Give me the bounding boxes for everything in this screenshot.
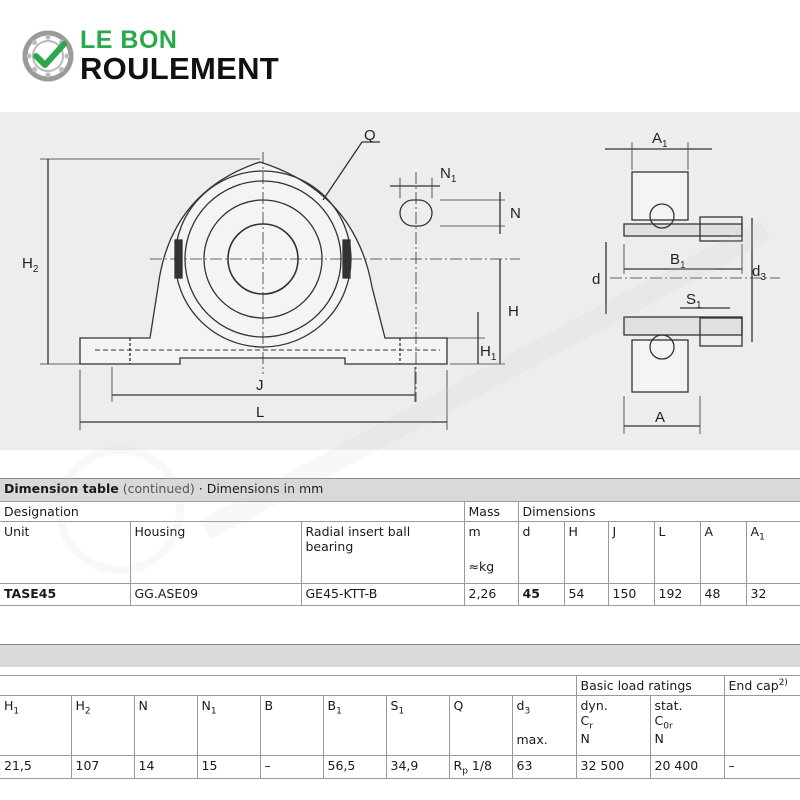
label-b1: $B_1$: [670, 251, 686, 271]
logo-line-1: LE BON: [80, 26, 178, 54]
dimension-table-continued: [0, 644, 800, 779]
header-L: L: [654, 522, 700, 584]
cell-H: 54: [564, 584, 608, 606]
label-h: H: [508, 303, 519, 320]
header-designation: Designation: [0, 502, 464, 522]
section-bar: [0, 645, 800, 668]
header-J: J: [608, 522, 654, 584]
cell-insert: GE45-KTT-B: [301, 584, 464, 606]
header-N1: $N_1$: [197, 695, 260, 755]
label-h1: $H_1$: [480, 343, 497, 363]
label-a1: $A_1$: [652, 130, 668, 150]
cell-Cr: 32 500: [576, 755, 650, 779]
header-stat: stat. $C_{0r}$ N: [650, 695, 724, 755]
cell-B1: 56,5: [323, 755, 386, 779]
header-H1: $H_1$: [0, 695, 71, 755]
header-housing: Housing: [130, 522, 301, 584]
cell-N1: 15: [197, 755, 260, 779]
spacer: [0, 667, 800, 675]
header-A: A: [700, 522, 746, 584]
cell-H1: 21,5: [0, 755, 71, 779]
logo-line-2: ROULEMENT: [80, 51, 280, 86]
header-A1: $A_1$: [746, 522, 800, 584]
header-B: B: [260, 695, 323, 755]
label-j: J: [256, 377, 264, 394]
header-d: d: [518, 522, 564, 584]
cell-housing: GG.ASE09: [130, 584, 301, 606]
cell-B: –: [260, 755, 323, 779]
header-d3: $d_3$ max.: [512, 695, 576, 755]
cell-S1: 34,9: [386, 755, 449, 779]
cell-J: 150: [608, 584, 654, 606]
header-H: H: [564, 522, 608, 584]
cell-mass: 2,26: [464, 584, 518, 606]
bearing-check-icon: [22, 30, 74, 82]
brand-logo[interactable]: [22, 26, 302, 86]
header-S1: $S_1$: [386, 695, 449, 755]
label-q: Q: [364, 127, 376, 144]
header-Q: Q: [449, 695, 512, 755]
label-a: A: [655, 409, 666, 426]
header-m: m ≈kg: [464, 522, 518, 584]
technical-drawing: [0, 112, 800, 450]
header-insert: Radial insert ball bearing: [301, 522, 464, 584]
table-row: [0, 755, 800, 779]
header-end-cap: End cap$^{2)}$: [724, 675, 800, 695]
cell-endcap: –: [724, 755, 800, 779]
label-n: N: [510, 205, 521, 222]
header-dimensions: Dimensions: [518, 502, 800, 522]
label-d3: $d_3$: [752, 263, 766, 283]
header-H2: $H_2$: [71, 695, 134, 755]
header-N: N: [134, 695, 197, 755]
header-blank: [0, 675, 576, 695]
label-h2: $H_2$: [22, 255, 39, 275]
dimension-table: [0, 478, 800, 606]
cell-L: 192: [654, 584, 700, 606]
header-basic-load: Basic load ratings: [576, 675, 724, 695]
label-n1: $N_1$: [440, 165, 457, 185]
cell-unit: TASE45: [0, 584, 130, 606]
cell-d: 45: [518, 584, 564, 606]
pillow-block-drawing: [0, 112, 800, 450]
cell-A1: 32: [746, 584, 800, 606]
cell-Q: $R_p$ 1/8: [449, 755, 512, 779]
header-mass: Mass: [464, 502, 518, 522]
cell-C0r: 20 400: [650, 755, 724, 779]
table-row: [0, 584, 800, 606]
header-endcap-blank: [724, 695, 800, 755]
cell-d3: 63: [512, 755, 576, 779]
header-unit: Unit: [0, 522, 130, 584]
cell-N: 14: [134, 755, 197, 779]
cell-H2: 107: [71, 755, 134, 779]
cell-A: 48: [700, 584, 746, 606]
header-dyn: dyn. $C_r$ N: [576, 695, 650, 755]
header-B1: $B_1$: [323, 695, 386, 755]
label-s1: $S_1$: [686, 291, 702, 311]
table-caption: Dimension table (continued) · Dimensions in mm: [0, 479, 800, 502]
label-l: L: [256, 404, 265, 421]
label-d: d: [592, 271, 601, 288]
